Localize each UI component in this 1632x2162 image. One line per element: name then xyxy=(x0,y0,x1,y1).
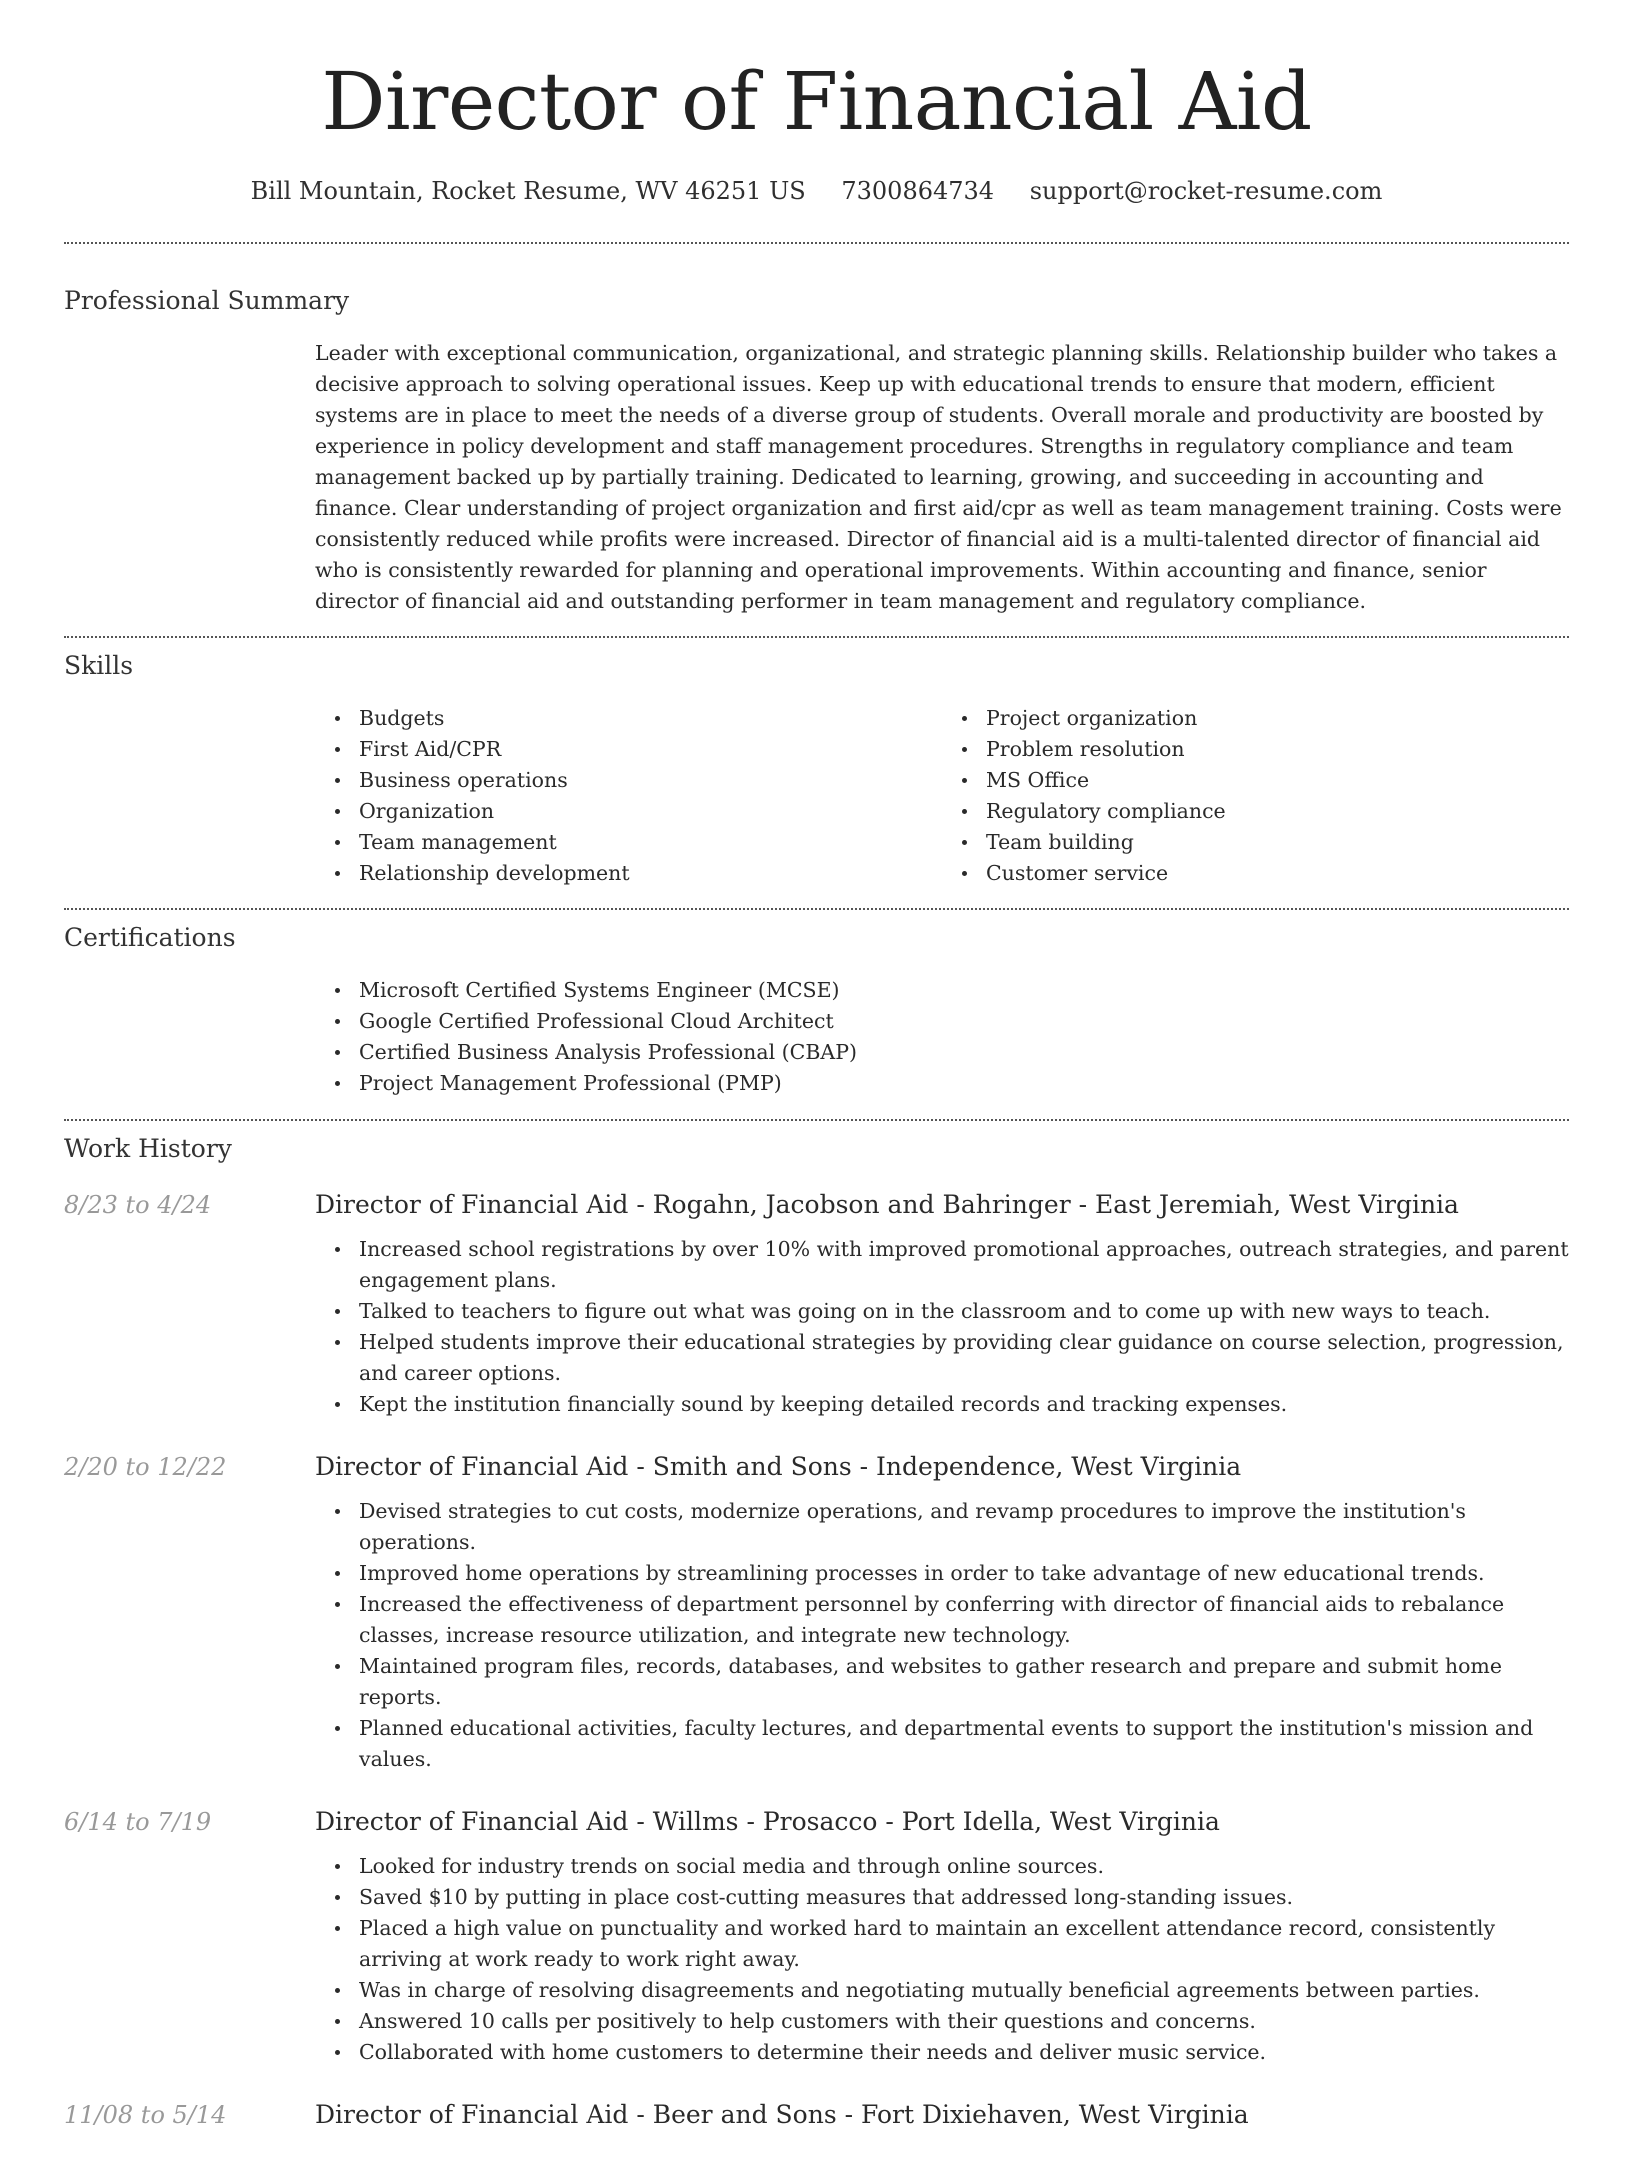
contact-line xyxy=(64,174,1569,208)
job-bullet: Increased the effectiveness of department personnel by conferring with director of financial aids to rebalance classes, increase resource utilization, and integrate new technology. xyxy=(359,1589,1569,1651)
resume-page xyxy=(64,0,1569,2162)
job-dates: 11/08 to 5/14 xyxy=(64,2101,227,2129)
skill-item: Team building xyxy=(986,827,1569,858)
job-entry xyxy=(64,2098,1569,2132)
job-title: Director of Financial Aid - Willms - Prosacco - Port Idella, West Virginia xyxy=(315,1807,1220,1836)
skill-item: Business operations xyxy=(359,765,942,796)
work-history-section xyxy=(64,1132,1569,2132)
skill-item: Team management xyxy=(359,827,942,858)
job-title: Director of Financial Aid - Rogahn, Jacobson and Bahringer - East Jeremiah, West Virginia xyxy=(315,1190,1459,1219)
job-title: Director of Financial Aid - Smith and Sons - Independence, West Virginia xyxy=(315,1452,1242,1481)
contact-address: Bill Mountain, Rocket Resume, WV 46251 US xyxy=(250,177,806,205)
job-bullet: Was in charge of resolving disagreements and negotiating mutually beneficial agreements between parties. xyxy=(359,1975,1569,2006)
job-dates: 8/23 to 4/24 xyxy=(64,1191,212,1219)
skill-item: Organization xyxy=(359,796,942,827)
divider xyxy=(64,636,1569,638)
job-entry xyxy=(64,1188,1569,1420)
skill-item: Regulatory compliance xyxy=(986,796,1569,827)
job-bullet: Talked to teachers to figure out what was going on in the classroom and to come up with new ways to teach. xyxy=(359,1296,1569,1327)
skill-item: Customer service xyxy=(986,858,1569,889)
job-bullet: Kept the institution financially sound by keeping detailed records and tracking expenses. xyxy=(359,1389,1569,1420)
skill-item: Relationship development xyxy=(359,858,942,889)
job-entry xyxy=(64,1805,1569,2068)
certification-item: Microsoft Certified Systems Engineer (MCSE) xyxy=(359,975,1569,1006)
divider xyxy=(64,908,1569,910)
job-title: Director of Financial Aid - Beer and Sons - Fort Dixiehaven, West Virginia xyxy=(315,2100,1249,2129)
work-history-heading: Work History xyxy=(64,1134,232,1163)
summary-text: Leader with exceptional communication, organizational, and strategic planning skills. Relationship builder who takes a decisive approach to solving operational issues. Keep up with educational trends to ensure that modern, efficient systems are in place to meet the needs of a diverse group of students. Overall morale and productivity are boosted by experience in policy development and staff management procedures. Strengths in regulatory compliance and team management backed up by partially training. Dedicated to learning, growing, and succeeding in accounting and finance. Clear understanding of project organization and first aid/cpr as well as team management training. Costs were consistently reduced while profits were increased. Director of financial aid is a multi-talented director of financial aid who is consistently rewarded for planning and operational improvements. Within accounting and finance, senior director of financial aid and outstanding performer in team management and regulatory compliance. xyxy=(315,341,1562,613)
summary-heading: Professional Summary xyxy=(64,286,350,315)
job-bullet: Placed a high value on punctuality and worked hard to maintain an excellent attendance record, consistently arriving at work ready to work right away. xyxy=(359,1913,1569,1975)
certification-item: Google Certified Professional Cloud Architect xyxy=(359,1006,1569,1037)
skill-item: MS Office xyxy=(986,765,1569,796)
skills-left-list xyxy=(315,703,942,889)
certifications-list xyxy=(315,975,1569,1099)
skill-item: First Aid/CPR xyxy=(359,734,942,765)
job-bullet: Looked for industry trends on social media and through online sources. xyxy=(359,1851,1569,1882)
job-bullet: Devised strategies to cut costs, modernize operations, and revamp procedures to improve the institution's operations. xyxy=(359,1496,1569,1558)
certification-item: Project Management Professional (PMP) xyxy=(359,1068,1569,1099)
certification-item: Certified Business Analysis Professional (CBAP) xyxy=(359,1037,1569,1068)
job-bullet: Increased school registrations by over 10% with improved promotional approaches, outreach strategies, and parent engagement plans. xyxy=(359,1234,1569,1296)
skills-section xyxy=(64,649,1569,889)
certifications-section xyxy=(64,921,1569,1099)
skill-item: Project organization xyxy=(986,703,1569,734)
job-bullet: Answered 10 calls per positively to help customers with their questions and concerns. xyxy=(359,2006,1569,2037)
resume-title: Director of Financial Aid xyxy=(321,55,1312,148)
summary-section xyxy=(64,284,1569,617)
contact-phone[interactable]: 7300864734 xyxy=(841,177,995,205)
job-bullets xyxy=(315,1851,1569,2068)
job-dates: 6/14 to 7/19 xyxy=(64,1808,212,1836)
job-bullet: Collaborated with home customers to determine their needs and deliver music service. xyxy=(359,2037,1569,2068)
contact-email[interactable]: support@rocket-resume.com xyxy=(1029,177,1383,205)
job-dates: 2/20 to 12/22 xyxy=(64,1453,227,1481)
job-bullet: Improved home operations by streamlining processes in order to take advantage of new educational trends. xyxy=(359,1558,1569,1589)
skill-item: Problem resolution xyxy=(986,734,1569,765)
job-bullets xyxy=(315,1234,1569,1420)
skill-item: Budgets xyxy=(359,703,942,734)
job-bullets xyxy=(315,1496,1569,1775)
job-bullet: Saved $10 by putting in place cost-cutting measures that addressed long-standing issues. xyxy=(359,1882,1569,1913)
job-bullet: Planned educational activities, faculty lectures, and departmental events to support the institution's mission and values. xyxy=(359,1713,1569,1775)
job-entry xyxy=(64,1450,1569,1775)
skills-heading: Skills xyxy=(64,651,134,680)
divider xyxy=(64,1119,1569,1121)
job-bullet: Maintained program files, records, databases, and websites to gather research and prepare and submit home reports. xyxy=(359,1651,1569,1713)
divider xyxy=(64,242,1569,244)
job-bullet: Helped students improve their educational strategies by providing clear guidance on course selection, progression, and career options. xyxy=(359,1327,1569,1389)
skills-right-list xyxy=(942,703,1569,889)
certifications-heading: Certifications xyxy=(64,923,236,952)
